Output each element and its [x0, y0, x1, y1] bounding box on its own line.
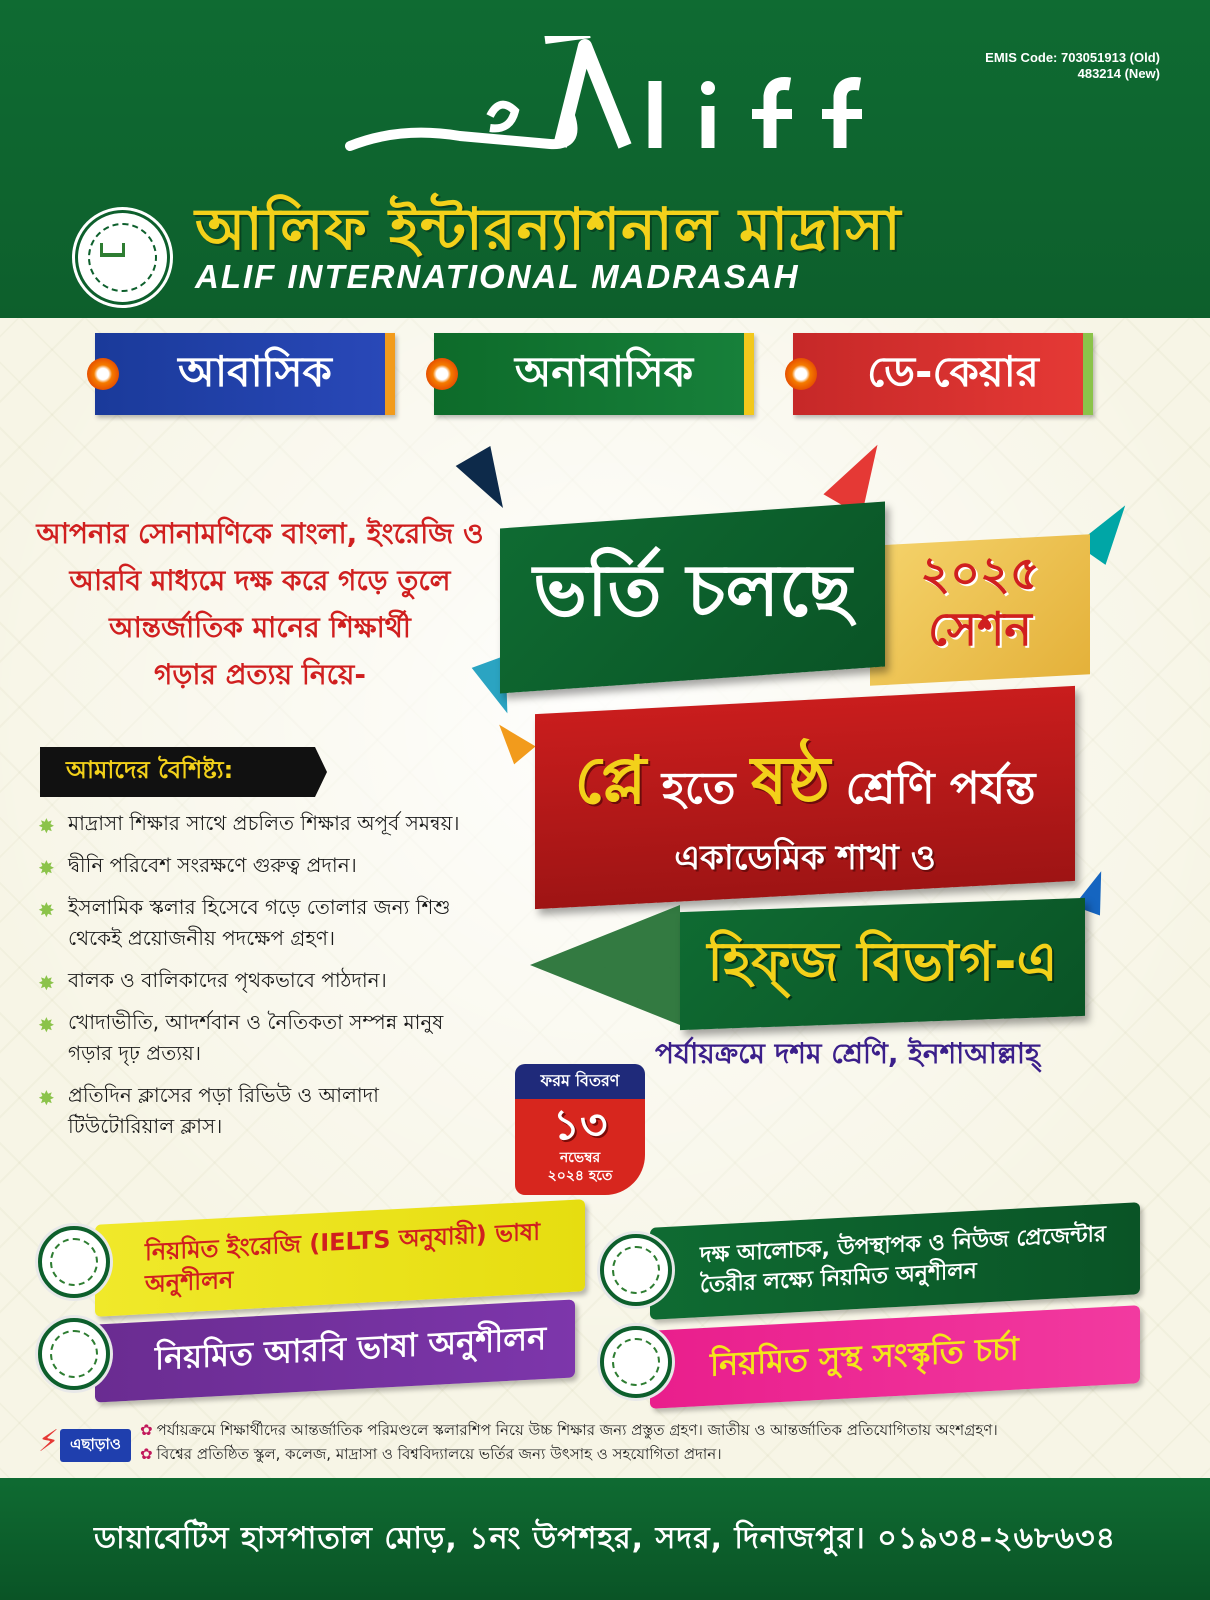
list-item: ✸ বালক ও বালিকাদের পৃথকভাবে পাঠদান। — [38, 965, 478, 996]
list-item: ✸ প্রতিদিন ক্লাসের পড়া রিভিউ ও আলাদা টিউটোরিয়াল ক্লাস। — [38, 1083, 379, 1138]
extra-notes — [140, 1418, 1190, 1466]
session-year: ২০২৫ — [920, 546, 1040, 600]
flower-icon: ✿ — [140, 1421, 153, 1439]
star-icon: ✸ — [38, 856, 55, 880]
features-title: আমাদের বৈশিষ্ট্য: — [40, 747, 315, 797]
madrasah-name-english: ALIF INTERNATIONAL MADRASAH — [195, 258, 800, 295]
extra-label: এছাড়াও — [60, 1429, 131, 1462]
list-item: ✿ পর্যায়ক্রমে শিক্ষার্থীদের আন্তর্জাতিক পরিমণ্ডলে স্কলারশিপ নিয়ে উচ্চ শিক্ষার জন্য প্রস্তুত গ্রহণ। জাতীয় ও আন্তর্জাতিক প্রতিযোগিতায় অংশগ্রহণ। — [140, 1421, 998, 1439]
list-item: ✸ মাদ্রাসা শিক্ষার সাথে প্রচলিত শিক্ষার অপূর্ব সমন্বয়। — [38, 808, 478, 839]
gradual-tenth-class: পর্যায়ক্রমে দশম শ্রেণি, ইনশাআল্লাহ্ — [655, 1037, 1040, 1070]
class-play: প্লে — [574, 742, 647, 819]
emis-new: 483214 (New) — [1077, 66, 1160, 81]
program-english: নিয়মিত ইংরেজি (IELTS অনুযায়ী) ভাষা অনুশীলন — [95, 1199, 585, 1317]
madrasah-seal-icon — [38, 1318, 110, 1390]
decor-ribbon — [530, 905, 680, 1025]
list-item: ✸ দ্বীনি পরিবেশ সংরক্ষণে গুরুত্ব প্রদান। — [38, 850, 478, 881]
alif-logo — [340, 36, 900, 166]
form-distribution-month: নভেম্বর — [559, 1150, 601, 1166]
features-list — [38, 808, 478, 1153]
class-range-text — [535, 730, 1075, 840]
star-icon: ✸ — [38, 971, 55, 995]
star-icon: ✸ — [38, 1013, 55, 1037]
flower-icon: ✿ — [140, 1445, 153, 1463]
header-band — [0, 0, 1210, 318]
type-residential: আবাসিক — [95, 333, 395, 415]
decor-triangle — [488, 716, 535, 765]
bullet-icon — [785, 358, 817, 390]
emis-code — [985, 50, 1160, 82]
bullet-icon — [426, 358, 458, 390]
form-distribution-label: ফরম বিতরণ — [515, 1064, 645, 1099]
intro-text: আপনার সোনামণিকে বাংলা, ইংরেজি ও আরবি মাধ্যমে দক্ষ করে গড়ে তুলে আন্তর্জাতিক মানের শিক্ষার্থী গড়ার প্রত্যয় নিয়ে- — [36, 517, 484, 691]
footer-address-phone: ডায়াবেটিস হাসপাতাল মোড়, ১নং উপশহর, সদর, দিনাজপুর। ০১৯৩৪-২৬৮৬৩৪ — [93, 1520, 1117, 1556]
program-culture: নিয়মিত সুস্থ সংস্কৃতি চর্চা — [650, 1305, 1140, 1409]
class-sixth: ষষ্ঠ — [750, 742, 831, 819]
program-presenter: দক্ষ আলোচক, উপস্থাপক ও নিউজ প্রেজেন্টার তৈরীর লক্ষ্যে নিয়মিত অনুশীলন — [650, 1202, 1140, 1320]
decor-triangle — [456, 446, 521, 518]
type-day-care: ডে-কেয়ার — [793, 333, 1093, 415]
class-upto: শ্রেণি পর্যন্ত — [845, 763, 1036, 814]
list-item: ✸ খোদাভীতি, আদর্শবান ও নৈতিকতা সম্পন্ন মানুষ গড়ার দৃঢ় প্রত্যয়। — [38, 1010, 444, 1065]
form-distribution-badge — [515, 1064, 645, 1195]
lightning-icon: ⚡ — [38, 1424, 60, 1459]
type-non-residential: অনাবাসিক — [434, 333, 754, 415]
star-icon: ✸ — [38, 1086, 55, 1110]
bullet-icon — [87, 358, 119, 390]
admission-headline: ভর্তি চলছে — [533, 548, 852, 632]
footer-band — [0, 1478, 1210, 1600]
star-icon: ✸ — [38, 814, 55, 838]
list-item: ✸ ইসলামিক স্কলার হিসেবে গড়ে তোলার জন্য শিশু থেকেই প্রয়োজনীয় পদক্ষেপ গ্রহণ। — [38, 895, 451, 950]
madrasah-seal-icon — [600, 1234, 672, 1306]
class-from: হতে — [661, 763, 736, 814]
program-arabic: নিয়মিত আরবি ভাষা অনুশীলন — [95, 1299, 575, 1402]
star-icon: ✸ — [38, 898, 55, 922]
madrasah-seal-icon — [38, 1226, 110, 1298]
madrasah-seal-logo — [75, 210, 170, 305]
list-item: ✿ বিশ্বের প্রতিষ্ঠিত স্কুল, কলেজ, মাদ্রাসা ও বিশ্ববিদ্যালয়ে ভর্তির জন্য উৎসাহ ও সহযোগিতা প্রদান। — [140, 1445, 722, 1463]
madrasah-name-bangla: আলিফ ইন্টারন্যাশনাল মাদ্রাসা — [195, 195, 902, 263]
session-label: সেশন — [928, 602, 1032, 656]
form-distribution-day: ১৩ — [552, 1100, 608, 1149]
session-text — [880, 545, 1080, 657]
extra-badge — [38, 1421, 138, 1465]
madrasah-seal-icon — [600, 1326, 672, 1398]
hifz-department: হিফ্জ বিভাগ-এ — [707, 930, 1058, 993]
academic-branch: একাডেমিক শাখা ও — [674, 838, 936, 878]
emis-old: EMIS Code: 703051913 (Old) — [985, 50, 1160, 65]
form-distribution-from: ২০২৪ হতে — [547, 1168, 613, 1184]
